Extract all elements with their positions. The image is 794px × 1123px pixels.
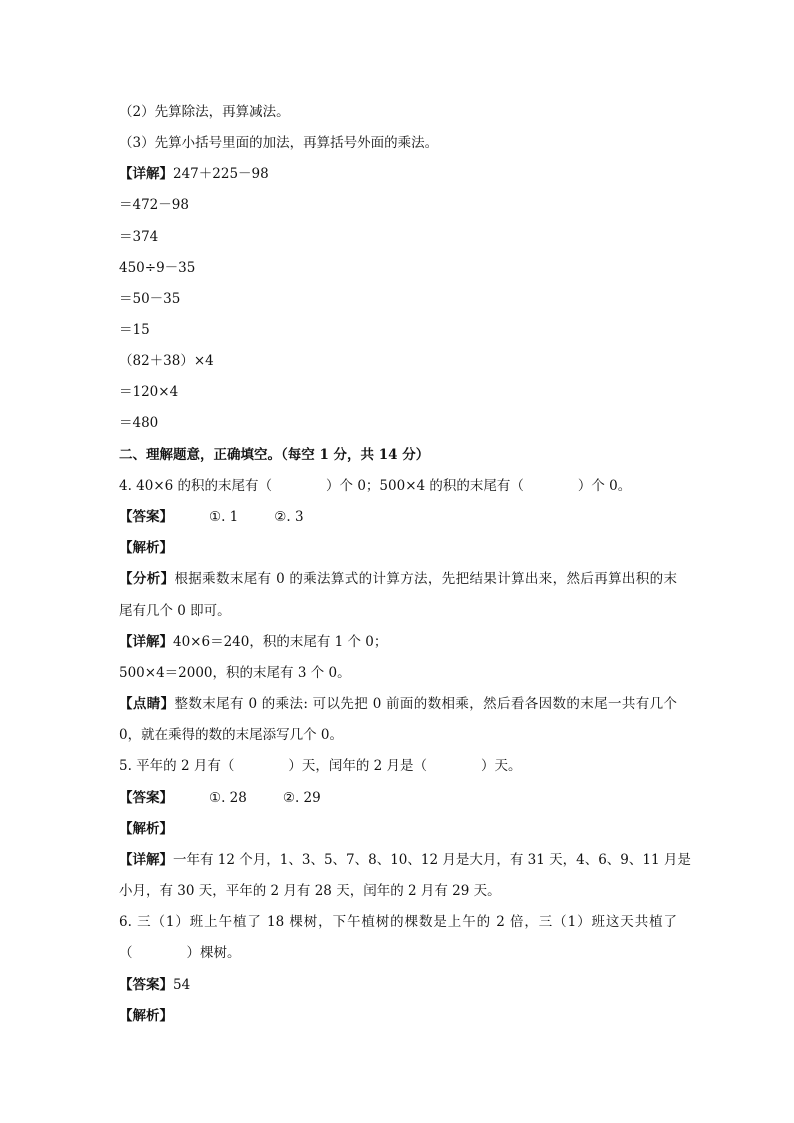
detail-line-q4-2: 500×4＝2000，积的末尾有 3 个 0。 [119, 665, 351, 681]
detail-line-q5-1 [119, 851, 691, 869]
method-step-2: （2）先算除法，再算减法。 [119, 104, 290, 120]
analysis-subtag: 【分析】 [119, 571, 175, 587]
calc-step: ＝50－35 [119, 291, 181, 307]
answer-line-q4 [119, 508, 304, 526]
remark-text: 整数末尾有 0 的乘法: 可以先把 0 前面的数相乘，然后看各因数的末尾一共有几个 [174, 696, 678, 712]
detail-line-q4-1 [119, 633, 387, 651]
detail-tag: 【详解】 [119, 852, 173, 868]
answer-tag: 【答案】 [119, 977, 173, 993]
calc-result: ＝374 [119, 229, 159, 245]
analysis-line-2: 尾有几个 0 即可。 [119, 603, 231, 619]
calc-step: ＝120×4 [119, 384, 179, 400]
calc-expression-1: 247＋225－98 [173, 166, 269, 182]
question-5: 5. 平年的 2 月有（ ）天，闰年的 2 月是（ ）天。 [119, 758, 522, 774]
calc-step: ＝472－98 [119, 197, 189, 213]
detail-text: 40×6＝240，积的末尾有 1 个 0； [173, 634, 388, 650]
answer-line-q5 [119, 789, 321, 807]
calc-expression-3: （82＋38）×4 [119, 353, 214, 369]
calc-expression-2: 450÷9－35 [119, 260, 196, 276]
detail-tag: 【详解】 [119, 634, 173, 650]
remark-line-2: 0，就在乘得的数的末尾添写几个 0。 [119, 727, 343, 743]
answer-tag: 【答案】 [119, 790, 173, 806]
analysis-tag: 【解析】 [119, 821, 173, 837]
remark-tag: 【点睛】 [119, 696, 175, 712]
question-4: 4. 40×6 的积的末尾有（ ）个 0；500×4 的积的末尾有（ ）个 0。 [119, 478, 632, 494]
question-6-cont: （ ）棵树。 [119, 945, 241, 961]
answer-1: ①. 1 [209, 509, 239, 525]
calc-result: ＝15 [119, 322, 150, 338]
detail-line-q5-2: 小月，有 30 天，平年的 2 月有 28 天，闰年的 2 月有 29 天。 [119, 883, 501, 899]
answer-2: ②. 29 [282, 790, 321, 806]
analysis-tag: 【解析】 [119, 540, 173, 556]
calc-result: ＝480 [119, 415, 159, 431]
answer-line-q6 [119, 976, 190, 994]
section-heading: 二、理解题意，正确填空。（每空 1 分，共 14 分） [119, 447, 430, 463]
answer-1: ①. 28 [209, 790, 247, 806]
answer-2: ②. 3 [274, 509, 304, 525]
analysis-text: 根据乘数末尾有 0 的乘法算式的计算方法，先把结果计算出来，然后再算出积的末 [174, 571, 678, 587]
analysis-line-1 [119, 570, 677, 588]
detail-text: 一年有 12 个月，1、3、5、7、8、10、12 月是大月，有 31 天，4、6、9、11 月是 [173, 852, 691, 868]
analysis-tag: 【解析】 [119, 1008, 173, 1024]
remark-line-1 [119, 695, 677, 713]
answer-tag: 【答案】 [119, 509, 173, 525]
question-6: 6. 三（1）班上午植了 18 棵树，下午植树的棵数是上午的 2 倍，三（1）班这天共植了 [119, 914, 677, 930]
answer-value: 54 [173, 977, 191, 993]
method-step-3: （3）先算小括号里面的加法，再算括号外面的乘法。 [119, 135, 439, 151]
detail-line-1 [119, 165, 269, 183]
detail-tag: 【详解】 [119, 166, 173, 182]
